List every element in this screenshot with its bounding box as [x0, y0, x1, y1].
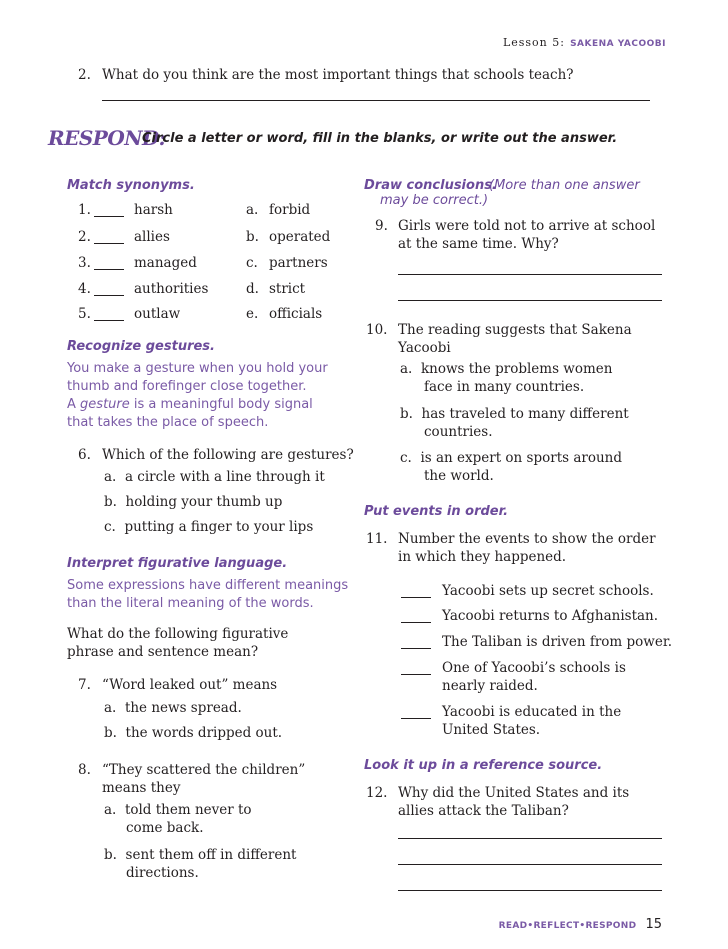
conclusions-note-line1: (More than one answer [489, 178, 640, 193]
match-word: outlaw [134, 306, 181, 322]
lesson-subject: SAKENA YACOOBI [570, 39, 666, 49]
match-word: harsh [134, 202, 173, 218]
q8-line1: “They scattered the children” [102, 762, 306, 778]
q10-line2: Yacoobi [398, 340, 451, 356]
figurative-intro-line2: phrase and sentence mean? [67, 644, 259, 660]
q8-number: 8. [78, 762, 91, 778]
q10-option-c[interactable]: c. is an expert on sports around the world. [400, 450, 622, 484]
page-header [503, 31, 666, 50]
footer-brand: READ•REFLECT•RESPOND [498, 921, 637, 931]
q11-line1: Number the events to show the order [398, 531, 656, 547]
q9-line2: at the same time. Why? [398, 236, 559, 252]
q11-line2: in which they happened. [398, 549, 567, 565]
match-number: 3. [78, 255, 91, 271]
q10-line1: The reading suggests that Sakena [398, 322, 632, 338]
respond-logo: RESPOND: [48, 126, 166, 150]
event-blank[interactable] [401, 585, 431, 598]
q12-answer-line-3[interactable] [398, 890, 662, 891]
q9-number: 9. [375, 218, 388, 234]
match-blank[interactable] [94, 283, 124, 296]
match-letter: b. [246, 229, 259, 245]
lesson-label: Lesson 5: [502, 36, 565, 49]
order-heading: Put events in order. [364, 504, 509, 519]
q6-option-a[interactable]: a. a circle with a line through it [104, 469, 325, 485]
q9-line1: Girls were told not to arrive at school [398, 218, 656, 234]
q6-option-b[interactable]: b. holding your thumb up [104, 494, 283, 510]
match-word: allies [134, 229, 170, 245]
gestures-tip-line2: thumb and forefinger close together. [67, 379, 307, 394]
q12-answer-line-2[interactable] [398, 864, 662, 865]
q10-option-b[interactable]: b. has traveled to many different countries. [400, 406, 629, 440]
gestures-tip-line4: that takes the place of speech. [67, 415, 269, 430]
q6-option-c[interactable]: c. putting a finger to your lips [104, 519, 314, 535]
event-text: Yacoobi sets up secret schools. [442, 583, 654, 599]
match-number: 1. [78, 202, 91, 218]
match-letter: a. [246, 202, 259, 218]
q12-line2: allies attack the Taliban? [398, 803, 569, 819]
event-blank[interactable] [401, 636, 431, 649]
figurative-tip-line2: than the literal meaning of the words. [67, 596, 314, 611]
respond-instruction: Circle a letter or word, fill in the blanks, or write out the answer. [142, 131, 618, 146]
match-letter: d. [246, 281, 259, 297]
gesture-term: gesture [80, 397, 130, 412]
event-blank[interactable] [401, 706, 431, 719]
match-number: 4. [78, 281, 91, 297]
match-heading: Match synonyms. [67, 178, 195, 193]
q2-answer-line[interactable] [102, 100, 650, 101]
match-blank[interactable] [94, 231, 124, 244]
match-option: partners [269, 255, 328, 271]
q7-option-b[interactable]: b. the words dripped out. [104, 725, 283, 741]
page-footer [499, 913, 662, 932]
match-word: authorities [134, 281, 209, 297]
q6-text: Which of the following are gestures? [102, 447, 354, 463]
event-text: The Taliban is driven from power. [442, 634, 673, 650]
match-blank[interactable] [94, 257, 124, 270]
q12-number: 12. [366, 785, 388, 801]
event-text-cont: nearly raided. [442, 678, 538, 694]
event-text-cont: United States. [442, 722, 541, 738]
match-option: strict [269, 281, 306, 297]
q7-text: “Word leaked out” means [102, 677, 278, 693]
match-option: forbid [269, 202, 311, 218]
gestures-tip-line3: A gesture is a meaningful body signal [67, 397, 313, 412]
q11-number: 11. [366, 531, 388, 547]
q8-line2: means they [102, 780, 181, 796]
match-blank[interactable] [94, 204, 124, 217]
q12-line1: Why did the United States and its [398, 785, 630, 801]
q8-option-b[interactable]: b. sent them off in different directions. [104, 847, 297, 881]
conclusions-heading: Draw conclusions. [364, 178, 497, 193]
figurative-tip-line1: Some expressions have different meanings [67, 578, 349, 593]
q9-answer-line-2[interactable] [398, 300, 662, 301]
conclusions-note-line2: may be correct.) [380, 193, 489, 208]
q7-option-a[interactable]: a. the news spread. [104, 700, 242, 716]
match-letter: e. [246, 306, 259, 322]
match-blank[interactable] [94, 308, 124, 321]
match-option: officials [269, 306, 323, 322]
figurative-intro-line1: What do the following figurative [67, 626, 289, 642]
match-option: operated [269, 229, 331, 245]
q8-option-a[interactable]: a. told them never to come back. [104, 802, 252, 836]
page-number: 15 [645, 917, 662, 932]
q9-answer-line-1[interactable] [398, 274, 662, 275]
event-text: Yacoobi returns to Afghanistan. [442, 608, 659, 624]
event-blank[interactable] [401, 662, 431, 675]
gestures-heading: Recognize gestures. [67, 339, 215, 354]
reference-heading: Look it up in a reference source. [364, 758, 603, 773]
event-blank[interactable] [401, 610, 431, 623]
figurative-heading: Interpret figurative language. [67, 556, 288, 571]
q12-answer-line-1[interactable] [398, 838, 662, 839]
q10-option-a[interactable]: a. knows the problems women face in many countries. [400, 361, 613, 395]
gestures-tip-line1: You make a gesture when you hold your [67, 361, 328, 376]
event-text: One of Yacoobi’s schools is [442, 660, 626, 676]
match-letter: c. [246, 255, 258, 271]
q2-text: What do you think are the most important things that schools teach? [102, 67, 574, 83]
q2-number: 2. [78, 67, 91, 83]
q6-number: 6. [78, 447, 91, 463]
match-number: 5. [78, 306, 91, 322]
match-word: managed [134, 255, 197, 271]
event-text: Yacoobi is educated in the [442, 704, 622, 720]
q10-number: 10. [366, 322, 388, 338]
q7-number: 7. [78, 677, 91, 693]
match-number: 2. [78, 229, 91, 245]
